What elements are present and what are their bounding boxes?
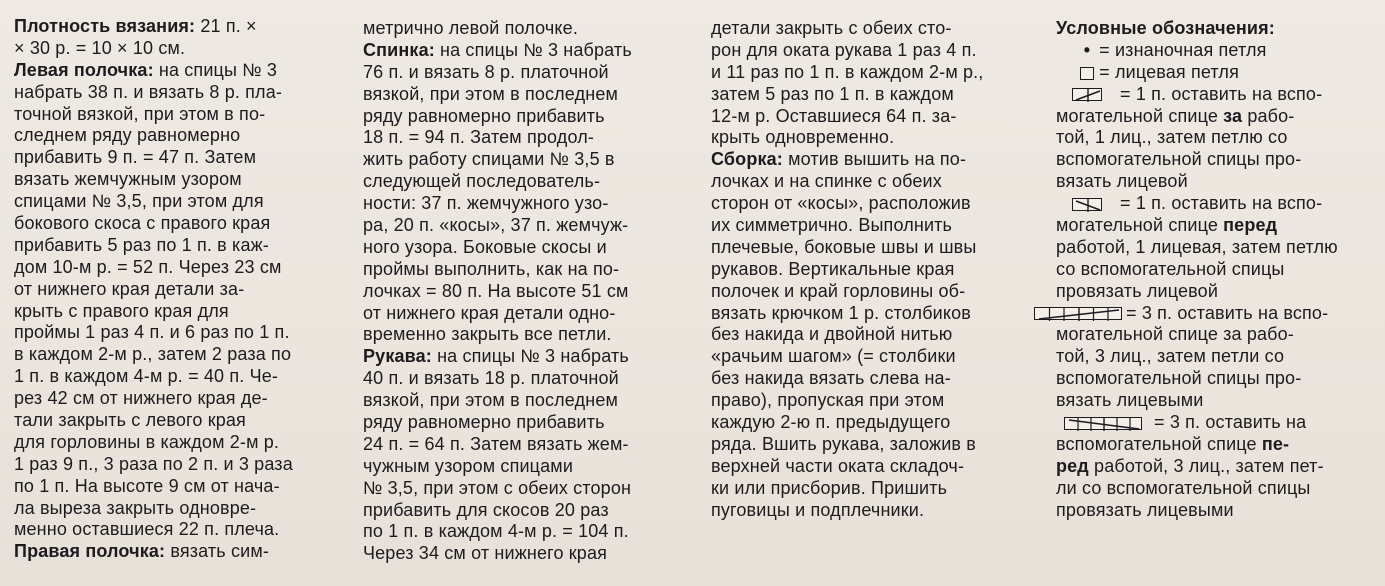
back-heading-line: Спинка: на спицы № 3 набрать: [363, 39, 632, 60]
text-line: 1 раз 9 п., 3 раза по 2 п. и 3 раза: [14, 453, 293, 474]
text-line: крыть одновременно.: [711, 127, 895, 148]
text-line: каждую 2-ю п. предыдущего: [711, 412, 951, 433]
text-line: вязкой, при этом в последнем: [363, 83, 619, 104]
text-line: прибавить 9 п. = 47 п. Затем: [14, 147, 257, 168]
text-line: тали закрыть с левого края: [14, 410, 246, 431]
text-line: вязать крючком 1 р. столбиков: [711, 302, 971, 323]
legend-cross-back-3: = 3 п. оставить на вспо-: [1034, 303, 1381, 325]
text-line: вязкой, при этом в последнем: [363, 390, 619, 411]
text-line: пуговицы и подплечники.: [711, 499, 925, 520]
legend-cross-front-1: = 1 п. оставить на вспо-: [1056, 193, 1381, 215]
assembly-heading-line: Сборка: мотив вышить на по-: [711, 149, 967, 170]
text-line: лочках = 80 п. На высоте 51 см: [363, 280, 629, 301]
text-line: затем 5 раз по 1 п. в каждом: [711, 83, 954, 104]
cable-3-front-icon: [1064, 417, 1142, 430]
text-line: в каждом 2-м р., затем 2 раза по: [14, 344, 292, 365]
text-line: по 1 п. в каждом 4-м р. = 104 п.: [363, 521, 629, 542]
sleeve-heading: Рукава:: [363, 346, 432, 367]
cable-3-back-icon: [1034, 307, 1122, 320]
text-line: набрать 38 п. и вязать 8 р. пла-: [14, 81, 283, 102]
text-line: временно закрыть все петли.: [363, 324, 612, 345]
text-line: детали закрыть с обеих сто-: [711, 18, 952, 38]
text-line: ряда. Вшить рукава, заложив в: [711, 433, 977, 454]
text-line: жить работу спицами № 3,5 в: [363, 149, 615, 170]
text-line: по 1 п. На высоте 9 см от нача-: [14, 475, 280, 496]
text-line: ного узора. Боковые скосы и: [363, 236, 607, 257]
density-line: Плотность вязания: 21 п. ×: [14, 16, 257, 36]
text-line: вязать лицевыми: [1056, 390, 1204, 411]
text-line: менно оставшиеся 22 п. плеча.: [14, 519, 280, 540]
text-line: ряду равномерно прибавить: [363, 412, 605, 433]
text-line: рез 42 см от нижнего края де-: [14, 388, 268, 409]
text-line: ра, 20 п. «косы», 37 п. жемчуж-: [363, 215, 629, 236]
text-line: крыть с правого края для: [14, 300, 229, 321]
text-line: рон для оката рукава 1 раз 4 п.: [711, 39, 977, 60]
text-line: их симметрично. Выполнить: [711, 215, 953, 236]
text-line: право), пропуская при этом: [711, 390, 945, 411]
text-line: ли со вспомогательной спицы: [1056, 477, 1311, 498]
text-line: вспомогательной спицы про-: [1056, 368, 1302, 389]
text-line: вспомогательной спице пе-: [1056, 433, 1290, 454]
purl-dot-icon: •: [1083, 40, 1091, 61]
right-front-heading-line: Правая полочка: вязать сим-: [14, 541, 269, 562]
text-line: 76 п. и вязать 8 р. платочной: [363, 61, 609, 82]
text-line: без накида и двойной нитью: [711, 324, 953, 345]
text-line: ла выреза закрыть одновре-: [14, 497, 257, 518]
text-line: могательной спице за рабо-: [1056, 324, 1294, 345]
assembly-heading: Сборка:: [711, 149, 783, 170]
legend-knit: = лицевая петля: [1056, 62, 1381, 84]
text-line: 40 п. и вязать 18 р. платочной: [363, 368, 619, 389]
legend-title: Условные обозначения:: [1056, 18, 1275, 38]
left-front-heading-line: Левая полочка: на спицы № 3: [14, 59, 277, 80]
text-line: № 3,5, при этом с обеих сторон: [363, 477, 632, 498]
sleeve-heading-line: Рукава: на спицы № 3 набрать: [363, 346, 629, 367]
text-line: от нижнего края детали одно-: [363, 302, 616, 323]
text-line: Через 34 см от нижнего края: [363, 543, 608, 564]
density-heading: Плотность вязания:: [14, 16, 196, 36]
text-line: метрично левой полочке.: [363, 18, 578, 38]
text-line: верхней части оката складоч-: [711, 455, 965, 476]
legend-cross-front-3: = 3 п. оставить на: [1056, 412, 1381, 434]
legend-title-line: [1056, 18, 1381, 40]
text-line: от нижнего края детали за-: [14, 278, 245, 299]
legend-cross-back-1: = 1 п. оставить на вспо-: [1056, 84, 1381, 106]
text-line: чужным узором спицами: [363, 455, 574, 476]
column-back-sleeves: [363, 18, 681, 565]
text-line: прибавить 5 раз по 1 п. в каж-: [14, 234, 269, 255]
text-line: дом 10-м р. = 52 п. Через 23 см: [14, 256, 282, 277]
text-line: вязать жемчужным узором: [14, 169, 242, 190]
text-line: со вспомогательной спицы: [1056, 258, 1285, 279]
text-line: спицами № 3,5, при этом для: [14, 191, 264, 212]
text-line: 18 п. = 94 п. Затем продол-: [363, 127, 595, 148]
text-line: проймы выполнить, как на по-: [363, 258, 620, 279]
text-line: ки или присборив. Пришить: [711, 477, 948, 498]
text-line: могательной спице перед: [1056, 215, 1278, 236]
text-line: ред работой, 3 лиц., затем пет-: [1056, 455, 1324, 476]
cable-1-back-icon: [1072, 88, 1102, 101]
text-line: вспомогательной спицы про-: [1056, 149, 1302, 170]
text-line: рукавов. Вертикальные края: [711, 258, 955, 279]
cable-1-front-icon: [1072, 198, 1102, 211]
text-line: полочек и край горловины об-: [711, 280, 966, 301]
text-line: × 30 р. = 10 × 10 см.: [14, 37, 186, 58]
text-line: 12-м р. Оставшиеся 64 п. за-: [711, 105, 957, 126]
column-sleeve-assembly: [711, 18, 1029, 521]
text-line: провязать лицевой: [1056, 280, 1219, 301]
text-line: прибавить для скосов 20 раз: [363, 499, 609, 520]
text-line: проймы 1 раз 4 п. и 6 раз по 1 п.: [14, 322, 290, 343]
right-front-heading: Правая полочка:: [14, 541, 166, 562]
text-line: следующей последователь-: [363, 171, 601, 192]
text-line: той, 1 лиц., затем петлю со: [1056, 127, 1288, 148]
text-line: для горловины в каждом 2-м р.: [14, 431, 280, 452]
text-line: «рачьим шагом» (= столбики: [711, 346, 956, 367]
column-left-front: [14, 16, 334, 563]
text-line: ности: 37 п. жемчужного узо-: [363, 193, 609, 214]
text-line: следнем ряду равномерно: [14, 125, 241, 146]
text-line: провязать лицевыми: [1056, 499, 1234, 520]
text-line: 1 п. в каждом 4-м р. = 40 п. Че-: [14, 366, 279, 387]
text-line: вязать лицевой: [1056, 171, 1188, 192]
text-line: без накида вязать слева на-: [711, 368, 951, 389]
text-line: лочках и на спинке с обеих: [711, 171, 942, 192]
left-front-heading: Левая полочка:: [14, 59, 154, 80]
text-line: работой, 1 лицевая, затем петлю: [1056, 236, 1338, 257]
text-line: сторон от «косы», расположив: [711, 193, 971, 214]
text-line: 24 п. = 64 п. Затем вязать жем-: [363, 433, 629, 454]
text-line: и 11 раз по 1 п. в каждом 2-м р.,: [711, 61, 984, 82]
text-line: бокового скоса с правого края: [14, 213, 271, 234]
text-line: ряду равномерно прибавить: [363, 105, 605, 126]
text-line: могательной спице за рабо-: [1056, 105, 1295, 126]
text-line: точной вязкой, при этом в по-: [14, 103, 266, 124]
back-heading: Спинка:: [363, 39, 435, 60]
legend-purl: • = изнаночная петля: [1056, 40, 1381, 62]
legend-column: [1056, 18, 1381, 521]
text-line: плечевые, боковые швы и швы: [711, 236, 977, 257]
text-line: той, 3 лиц., затем петли со: [1056, 346, 1285, 367]
knit-square-icon: [1080, 67, 1094, 80]
